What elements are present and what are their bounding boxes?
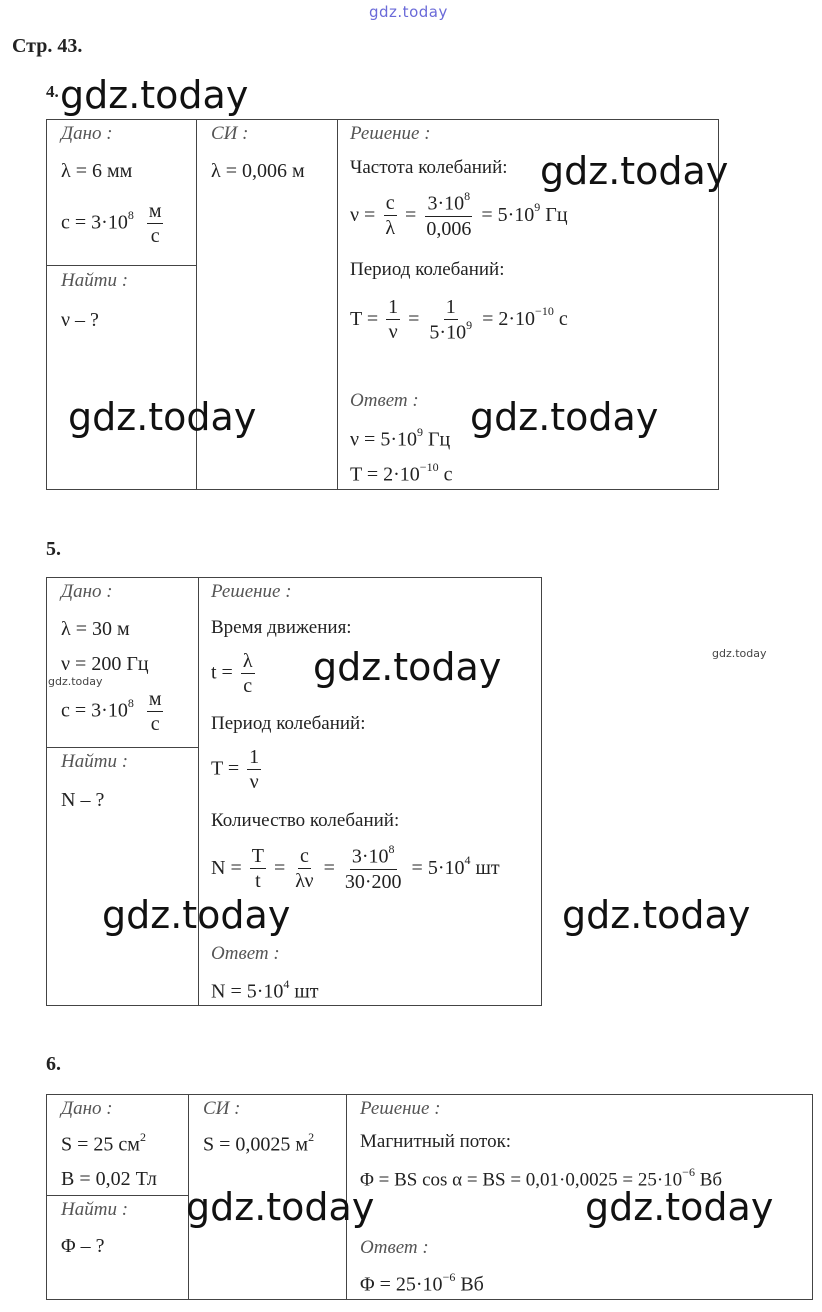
- watermark-1: gdz.today: [60, 73, 249, 117]
- task-6-answer-header: Ответ :: [360, 1237, 429, 1258]
- task-4-given-find-divider: [47, 265, 197, 266]
- task-6-si-s: S = 0,0025 $м^2$: [203, 1130, 315, 1156]
- watermark-8: gdz.today: [186, 1185, 375, 1229]
- task-4-si-header: СИ :: [211, 123, 249, 144]
- task-4-number: 4.: [46, 82, 59, 101]
- task-5-solution-header: Решение :: [211, 581, 292, 602]
- watermark-5: gdz.today: [313, 645, 502, 689]
- task-4-find-header: Найти :: [61, 270, 129, 291]
- watermark-2: gdz.today: [540, 149, 729, 193]
- watermark-6: gdz.today: [102, 893, 291, 937]
- task-4-given-c: $c = 3\cdot 10^8$ $\frac{м}{с}$: [61, 200, 162, 247]
- task-4-answer-2: $T = 2\cdot 10^{-10}$ с: [350, 460, 453, 486]
- task-6-solution-header: Решение :: [360, 1098, 441, 1119]
- task-5-find-header: Найти :: [61, 751, 129, 772]
- task-4-freq-title: Частота колебаний:: [350, 157, 508, 178]
- task-5-count-title: Количество колебаний:: [211, 810, 400, 831]
- task-4-answer-1: $\nu = 5\cdot 10^9$ Гц: [350, 425, 451, 451]
- page-label: Стр. 43.: [12, 35, 83, 57]
- task-5-number: 5.: [46, 538, 61, 560]
- task-4-solution-header: Решение :: [350, 123, 431, 144]
- task-6-given-b: B = 0,02 Тл: [61, 1168, 157, 1190]
- task-6-find-value: Φ – ?: [61, 1235, 105, 1257]
- task-4-answer-header: Ответ :: [350, 390, 419, 411]
- task-5-given-header: Дано :: [61, 581, 113, 602]
- task-6-find-header: Найти :: [61, 1199, 129, 1220]
- task-6-answer-1: $\Phi = 25\cdot 10^{-6}$ Вб: [360, 1270, 484, 1296]
- watermark-9: gdz.today: [585, 1185, 774, 1229]
- task-4-freq-formula: ν = $\frac{c}{\lambda}$ = $\frac{3\cdot 10^8}{0,006}$ = $5\cdot 10^9$ Гц: [350, 189, 568, 240]
- task-4-given-header: Дано :: [61, 123, 113, 144]
- watermark-small-1: gdz.today: [712, 647, 767, 660]
- task-5-time-formula: t = $\frac{\lambda}{c}$: [211, 650, 253, 697]
- task-6-given-find-divider: [47, 1195, 189, 1196]
- task-5-count-formula: N = $\frac{T}{t}$ = $\frac{c}{\lambda\nu}$ = $\frac{3\cdot 10^8}{30\cdot 200}$ = $5\cdot 10^4$ шт: [211, 842, 500, 893]
- task-4-si-lambda: λ = 0,006 м: [211, 160, 305, 182]
- task-4-given-lambda: λ = 6 мм: [61, 160, 133, 182]
- task-5-answer-1: $N = 5\cdot 10^4$ шт: [211, 977, 319, 1003]
- task-6-si-header: СИ :: [203, 1098, 241, 1119]
- watermark-4: gdz.today: [470, 395, 659, 439]
- task-5-given-nu: ν = 200 Гц: [61, 653, 149, 675]
- task-6-flux-formula: Φ = BS cos α = BS = $0,01\cdot 0,0025 = 25\cdot 10^{-6}$ Вб: [360, 1165, 723, 1191]
- task-4-divider-2: [337, 120, 338, 489]
- watermark-small-2: gdz.today: [48, 675, 103, 688]
- task-6-given-s: S = 25 $см^2$: [61, 1130, 146, 1156]
- task-5-period-title: Период колебаний:: [211, 713, 366, 734]
- task-5-given-lambda: λ = 30 м: [61, 618, 130, 640]
- task-5-table: [46, 577, 542, 1006]
- watermark-3: gdz.today: [68, 395, 257, 439]
- task-6-number: 6.: [46, 1053, 61, 1075]
- task-5-given-c: $c = 3\cdot 10^8$ $\frac{м}{с}$: [61, 688, 162, 735]
- task-5-find-value: N – ?: [61, 789, 105, 811]
- task-4-period-formula: T = $\frac{1}{\nu}$ = $\frac{1}{5\cdot 10^9}$ = $2\cdot 10^{-10}$ с: [350, 296, 568, 344]
- task-5-given-find-divider: [47, 747, 199, 748]
- watermark-7: gdz.today: [562, 893, 751, 937]
- task-6-flux-title: Магнитный поток:: [360, 1131, 512, 1152]
- watermark-top: gdz.today: [369, 3, 448, 21]
- task-4-period-title: Период колебаний:: [350, 259, 505, 280]
- task-6-given-header: Дано :: [61, 1098, 113, 1119]
- task-5-divider-1: [198, 578, 199, 1005]
- task-4-find-value: ν – ?: [61, 309, 99, 331]
- task-5-period-formula: T = $\frac{1}{\nu}$: [211, 746, 260, 793]
- task-5-time-title: Время движения:: [211, 617, 352, 638]
- task-5-answer-header: Ответ :: [211, 943, 280, 964]
